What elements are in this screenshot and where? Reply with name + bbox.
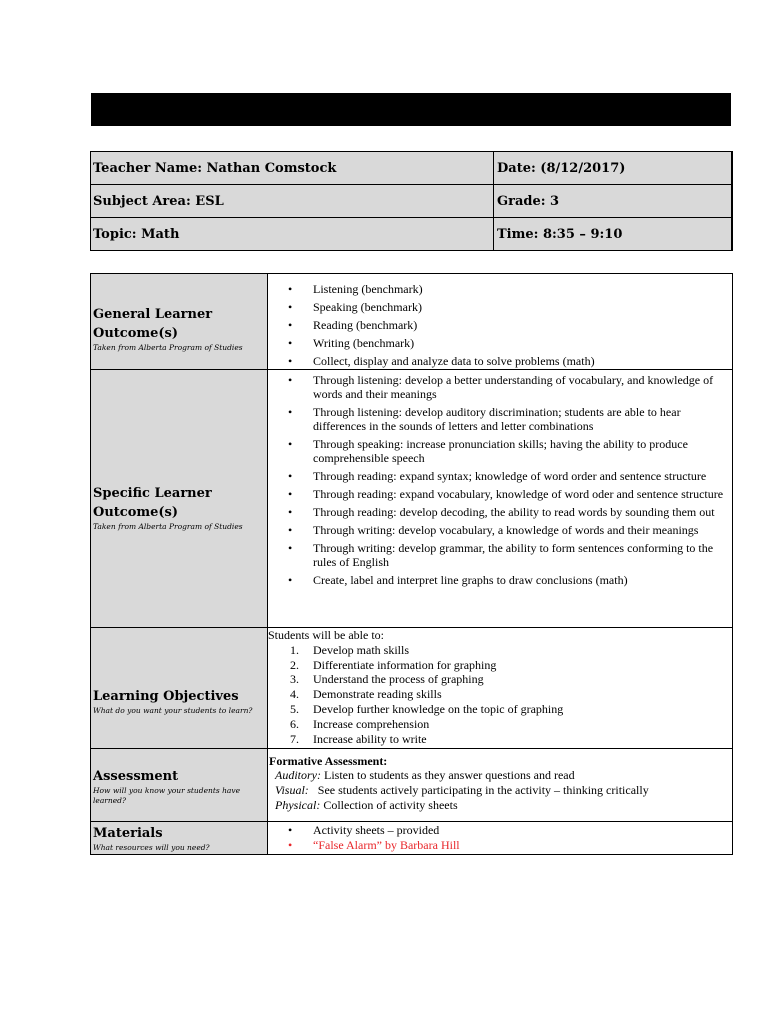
- assessment-title: Assessment: [93, 768, 179, 784]
- item-number: 3.: [290, 672, 299, 687]
- assessment-content: [268, 749, 732, 821]
- assessment-type: Visual:: [275, 783, 309, 797]
- item-text: Develop math skills: [313, 642, 409, 657]
- learning-objectives-title: Learning Objectives: [93, 688, 239, 704]
- specific-outcomes-row: [91, 370, 732, 628]
- list-item: • Through reading: expand syntax; knowledge of word order and sentence structure: [268, 469, 732, 483]
- learning-objectives-label: [91, 628, 268, 748]
- list-item: • Through speaking: increase pronunciation skills; having the ability to produce comprehensible speech: [268, 437, 732, 465]
- item-number: 4.: [290, 687, 299, 702]
- item-number: 1.: [290, 642, 299, 657]
- list-item: • Create, label and interpret line graphs to draw conclusions (math): [268, 573, 732, 587]
- item-number: 2.: [290, 657, 299, 672]
- objectives-intro: Students will be able to:: [268, 628, 384, 642]
- specific-outcomes-label: [91, 370, 268, 627]
- assessment-type: Auditory:: [275, 768, 321, 782]
- assessment-subtitle: How will you know your students have learned?: [93, 785, 241, 805]
- list-item: • Through reading: develop decoding, the ability to read words by sounding them out: [268, 505, 732, 519]
- learning-objectives-row: [91, 628, 732, 749]
- general-outcomes-row: [91, 274, 732, 370]
- materials-row: [91, 822, 732, 854]
- materials-subtitle: What resources will you need?: [93, 842, 210, 852]
- specific-outcomes-title: Specific Learner Outcome(s): [93, 485, 212, 520]
- item-number: 6.: [290, 716, 299, 731]
- list-item: [268, 717, 732, 732]
- list-item: • Through writing: develop vocabulary, a knowledge of words and their meanings: [268, 523, 732, 537]
- list-item: • Through reading: expand vocabulary, knowledge of word oder and sentence structure: [268, 487, 732, 501]
- lesson-plan-table: [90, 273, 733, 855]
- list-item: [268, 672, 732, 687]
- list-item: • Activity sheets – provided: [268, 823, 732, 838]
- assessment-line: [269, 768, 732, 783]
- assessment-text: See students actively participating in the activity – thinking critically: [308, 783, 649, 797]
- assessment-label: [91, 749, 268, 821]
- specific-outcomes-content: [268, 370, 732, 627]
- specific-outcomes-subtitle: Taken from Alberta Program of Studies: [93, 521, 243, 531]
- lesson-date: Date: (8/12/2017): [494, 152, 732, 184]
- lesson-header-table: [90, 151, 733, 251]
- item-text: Understand the process of graphing: [313, 672, 484, 687]
- item-number: 7.: [290, 731, 299, 746]
- item-text: Increase ability to write: [313, 731, 427, 746]
- list-item: • Collect, display and analyze data to solve problems (math): [268, 352, 732, 370]
- general-outcomes-title: General Learner Outcome(s): [93, 306, 213, 341]
- learning-objectives-content: [268, 628, 732, 748]
- list-item: • Through listening: develop a better understanding of vocabulary, and knowledge of words and their meanings: [268, 373, 732, 401]
- list-item: [268, 658, 732, 673]
- assessment-type: Physical:: [275, 798, 321, 812]
- item-text: Increase comprehension: [313, 716, 430, 731]
- list-item: • Reading (benchmark): [268, 316, 732, 334]
- list-item: • Writing (benchmark): [268, 334, 732, 352]
- general-outcomes-label: [91, 274, 268, 369]
- list-item: • Through listening: develop auditory discrimination; students are able to hear differences in the sounds of letters and letter combinations: [268, 405, 732, 433]
- header-row-subject: [91, 185, 732, 218]
- materials-label: [91, 822, 268, 854]
- item-number: 5.: [290, 701, 299, 716]
- assessment-row: [91, 749, 732, 822]
- list-item: • Listening (benchmark): [268, 280, 732, 298]
- assessment-line: [269, 783, 732, 798]
- list-item: [268, 732, 732, 747]
- list-item: • Speaking (benchmark): [268, 298, 732, 316]
- list-item: • Through writing: develop grammar, the ability to form sentences conforming to the rules of English: [268, 541, 732, 569]
- materials-title: Materials: [93, 825, 163, 841]
- assessment-text: Listen to students as they answer questions and read: [321, 768, 575, 782]
- item-text: Differentiate information for graphing: [313, 657, 497, 672]
- lesson-time: Time: 8:35 – 9:10: [494, 218, 732, 250]
- general-outcomes-content: [268, 274, 732, 369]
- item-text: Demonstrate reading skills: [313, 687, 442, 702]
- header-row-topic: [91, 218, 732, 250]
- list-item: [268, 702, 732, 717]
- item-text: Develop further knowledge on the topic of graphing: [313, 701, 564, 716]
- subject-area: Subject Area: ESL: [91, 185, 494, 217]
- materials-content: [268, 822, 732, 854]
- list-item: [268, 687, 732, 702]
- list-item-highlighted: • “False Alarm” by Barbara Hill: [268, 838, 732, 853]
- grade-level: Grade: 3: [494, 185, 732, 217]
- list-item: [268, 643, 732, 658]
- assessment-heading: Formative Assessment:: [269, 754, 388, 768]
- header-row-teacher: [91, 152, 732, 185]
- title-bar: [91, 93, 731, 126]
- assessment-text: Collection of activity sheets: [320, 798, 458, 812]
- lesson-topic: Topic: Math: [91, 218, 494, 250]
- general-outcomes-subtitle: Taken from Alberta Program of Studies: [93, 342, 243, 352]
- assessment-line: [269, 798, 732, 813]
- teacher-name: Teacher Name: Nathan Comstock: [91, 152, 494, 184]
- learning-objectives-subtitle: What do you want your students to learn?: [93, 705, 253, 715]
